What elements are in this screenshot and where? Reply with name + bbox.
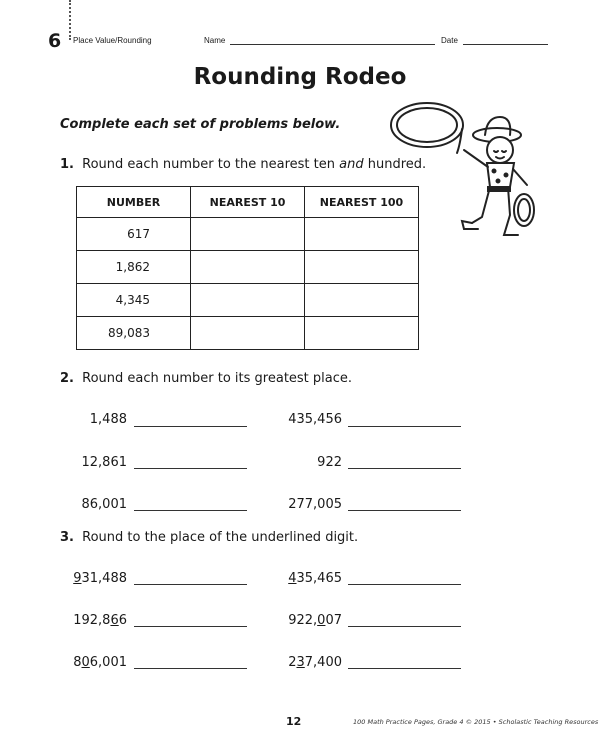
section-number: 6 [48, 30, 62, 52]
answer-blank[interactable] [134, 468, 247, 469]
answer-cell-ten[interactable] [191, 251, 305, 284]
question-3-number: 3. [60, 530, 74, 545]
underlined-digit: 6 [110, 613, 119, 628]
underlined-digit: 0 [317, 613, 326, 628]
problem-number: 435,465 [288, 571, 342, 586]
question-2-text: Round each number to its greatest place. [82, 371, 353, 386]
footer-page-number: 12 [286, 715, 302, 728]
problem-number: 435,456 [288, 412, 342, 427]
answer-blank[interactable] [134, 584, 247, 585]
table-row [77, 317, 419, 350]
date-label: Date [441, 36, 458, 45]
answer-cell-hundred[interactable] [305, 251, 419, 284]
underlined-digit: 9 [73, 571, 82, 586]
question-1-emphasis: and [339, 157, 364, 172]
problem-number: 806,001 [73, 655, 127, 670]
answer-blank[interactable] [348, 584, 461, 585]
question-3-text: Round to the place of the underlined digit. [82, 530, 359, 545]
underlined-digit: 3 [296, 655, 305, 670]
problem-number: 12,861 [81, 455, 127, 470]
date-field[interactable] [463, 44, 548, 45]
name-field[interactable] [230, 44, 435, 45]
footer-source: 100 Math Practice Pages, Grade 4 © 2015 • Scholastic Teaching Resources [353, 718, 599, 726]
problem-number: 86,001 [81, 497, 127, 512]
answer-cell-ten[interactable] [191, 218, 305, 251]
answer-blank[interactable] [134, 510, 247, 511]
answer-blank[interactable] [348, 468, 461, 469]
answer-blank[interactable] [134, 426, 247, 427]
topic-label: Place Value/Rounding [73, 36, 152, 45]
name-label: Name [204, 36, 226, 45]
question-2-number: 2. [60, 371, 74, 386]
column-header: NEAREST 100 [305, 187, 419, 218]
header-dotted-rule [69, 0, 71, 40]
question-1 [60, 157, 426, 172]
rounding-table [76, 186, 419, 350]
answer-cell-hundred[interactable] [305, 218, 419, 251]
answer-cell-hundred[interactable] [305, 317, 419, 350]
question-1-number: 1. [60, 157, 74, 172]
answer-cell-ten[interactable] [191, 284, 305, 317]
problem-number: 1,488 [89, 412, 127, 427]
problem-number: 277,005 [288, 497, 342, 512]
answer-blank[interactable] [348, 668, 461, 669]
question-1-text-b: hundred. [367, 157, 427, 172]
table-row [77, 218, 419, 251]
answer-blank[interactable] [134, 626, 247, 627]
table-row [77, 284, 419, 317]
number-cell: 89,083 [77, 317, 191, 350]
instructions: Complete each set of problems below. [60, 117, 341, 132]
problem-number: 922,007 [288, 613, 342, 628]
column-header: NUMBER [77, 187, 191, 218]
number-cell: 617 [77, 218, 191, 251]
answer-cell-ten[interactable] [191, 317, 305, 350]
answer-blank[interactable] [348, 626, 461, 627]
question-2 [60, 371, 352, 386]
problem-number: 237,400 [288, 655, 342, 670]
problem-number: 192,866 [73, 613, 127, 628]
answer-blank[interactable] [134, 668, 247, 669]
underlined-digit: 4 [288, 571, 297, 586]
page-title: Rounding Rodeo [193, 64, 407, 90]
number-cell: 4,345 [77, 284, 191, 317]
answer-cell-hundred[interactable] [305, 284, 419, 317]
question-1-text-a: Round each number to the nearest ten [82, 157, 335, 172]
number-cell: 1,862 [77, 251, 191, 284]
underlined-digit: 0 [81, 655, 90, 670]
column-header: NEAREST 10 [191, 187, 305, 218]
problem-number: 931,488 [73, 571, 127, 586]
table-header-row [77, 187, 419, 218]
table-row [77, 251, 419, 284]
question-3 [60, 530, 358, 545]
answer-blank[interactable] [348, 510, 461, 511]
answer-blank[interactable] [348, 426, 461, 427]
problem-number: 922 [317, 455, 342, 470]
